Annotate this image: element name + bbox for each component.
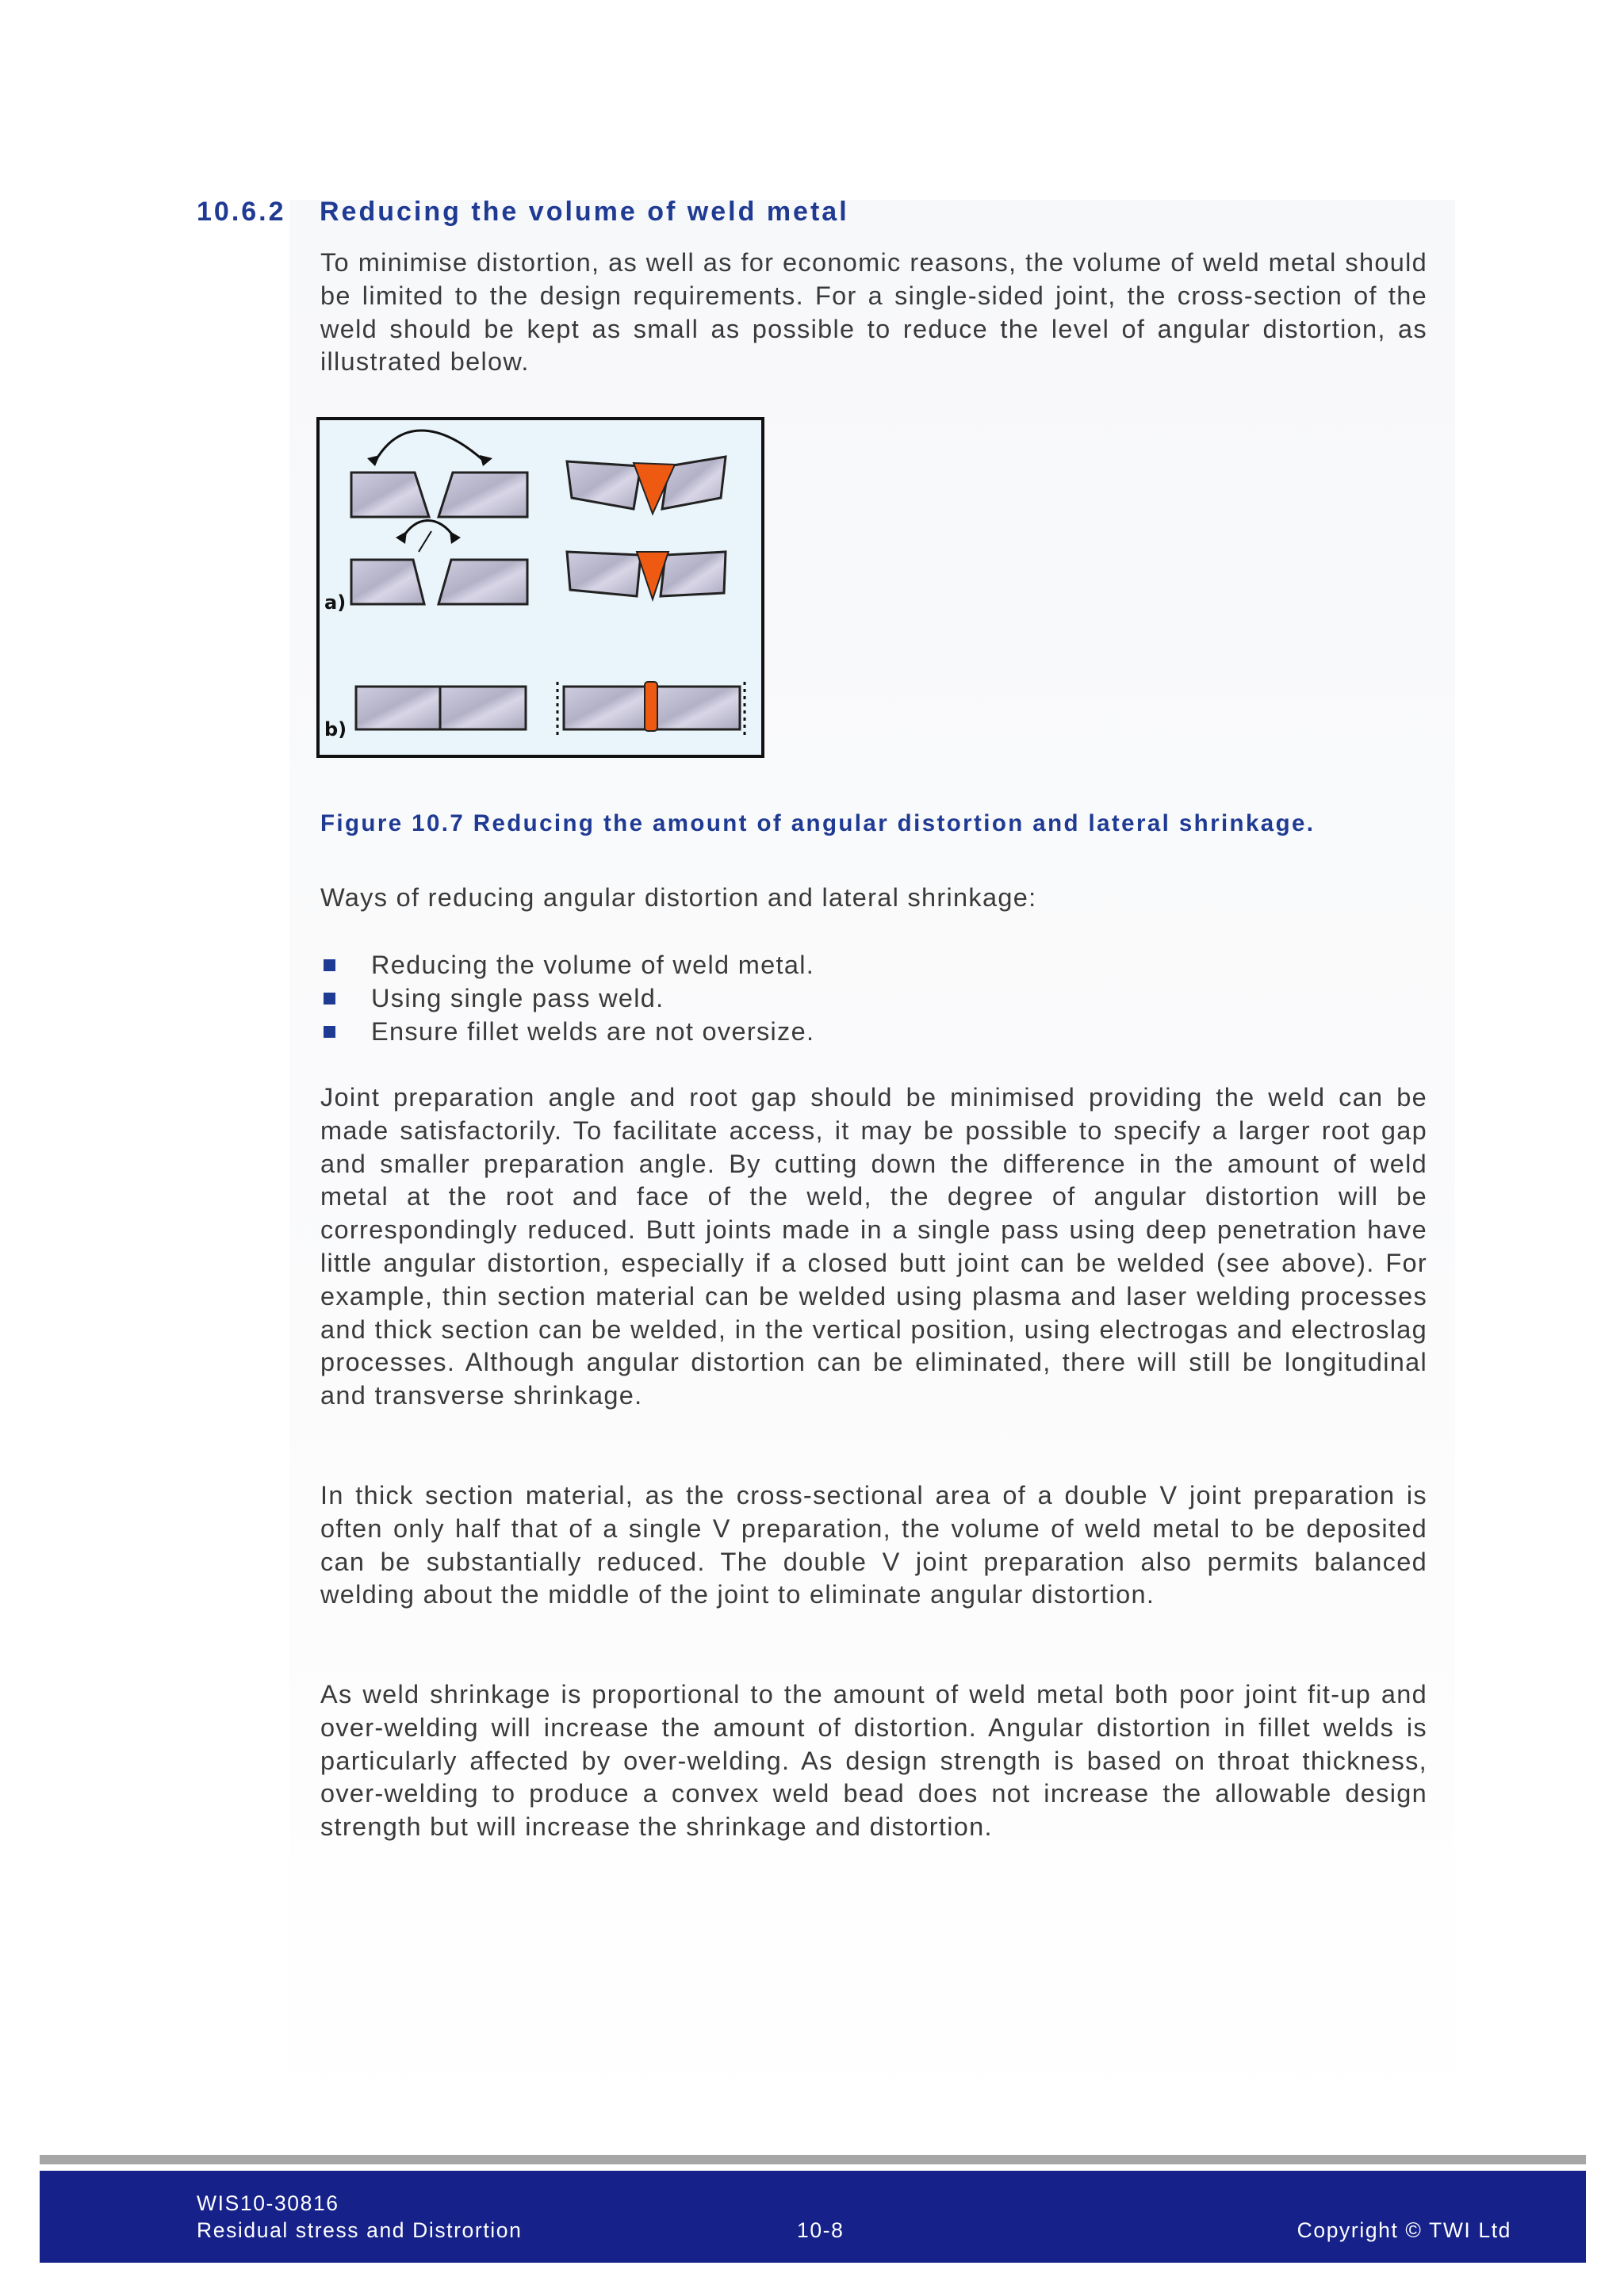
- figure-weld-distortion: [316, 417, 764, 758]
- narrow-v-welded-distorted: [567, 552, 726, 599]
- weld-distortion-diagram: [320, 420, 761, 755]
- copyright-notice: Copyright © TWI Ltd: [1297, 2218, 1511, 2242]
- shrinkage-paragraph: As weld shrinkage is proportional to the amount of weld metal both poor joint fit-up and over-welding will increase the amount of distortion. Angular distortion in fillet welds is particularly affected by over-welding. As design strength is based on throat thickness, over-welding to produce a convex weld bead does not increase the allowable design strength but will increase the shrinkage and distortion.: [320, 1680, 1427, 1842]
- list-item: Reducing the volume of weld metal.: [320, 949, 814, 982]
- joint-preparation-paragraph: Joint preparation angle and root gap should be minimised providing the weld can be made satisfactorily. To facilitate access, it may be possible to specify a larger root gap and smaller preparation angle. By cutting down the difference in the amount of weld metal at the root and face of the weld, the degree of angular distortion will be correspondingly reduced. Butt joints made in a single pass using deep penetration have little angular distortion, especially if a closed butt joint can be welded (see above). For example, thin section material can be welded using plasma and laser welding processes and thick section can be welded, in the vertical position, using electrogas and electroslag processes. Although angular distortion can be eliminated, there will still be longitudinal and transverse shrinkage.: [320, 1083, 1427, 1410]
- bullet-square-icon: [324, 1026, 335, 1038]
- list-item: Using single pass weld.: [320, 982, 814, 1016]
- page-footer: [40, 2171, 1586, 2263]
- bullet-square-icon: [324, 993, 335, 1004]
- label-b: b): [324, 718, 347, 740]
- section-number: 10.6.2: [197, 197, 286, 227]
- section-heading: [197, 197, 849, 228]
- wide-v-welded-distorted: [567, 457, 726, 514]
- bullet-square-icon: [324, 959, 335, 971]
- narrow-v-preparation: [351, 520, 527, 604]
- closed-butt-joint: [356, 687, 526, 729]
- page-number: 10-8: [797, 2218, 845, 2242]
- document-code: WIS10-30816: [197, 2191, 339, 2215]
- closed-butt-welded: [557, 682, 745, 736]
- thick-section-paragraph: In thick section material, as the cross-sectional area of a double V joint preparation is often only half that of a single V preparation, the volume of weld metal to be deposited can be substantially reduced. The double V joint preparation also permits balanced welding about the middle of the joint to eliminate angular distortion.: [320, 1481, 1427, 1609]
- chapter-title: Residual stress and Distrortion: [197, 2218, 523, 2242]
- ways-intro-paragraph: Ways of reducing angular distortion and lateral shrinkage:: [320, 883, 1037, 912]
- intro-paragraph: To minimise distortion, as well as for economic reasons, the volume of weld metal should be limited to the design requirements. For a single-sided joint, the cross-section of the weld should be kept as small as possible to reduce the level of angular distortion, as illustrated below.: [320, 248, 1427, 377]
- figure-caption: Figure 10.7 Reducing the amount of angular distortion and lateral shrinkage.: [320, 810, 1316, 836]
- section-title: Reducing the volume of weld metal: [320, 197, 849, 227]
- footer-rule: [40, 2155, 1586, 2164]
- wide-v-preparation: [351, 430, 527, 517]
- bullet-list: [320, 949, 814, 1048]
- label-a: a): [324, 591, 347, 614]
- list-item: Ensure fillet welds are not oversize.: [320, 1016, 814, 1049]
